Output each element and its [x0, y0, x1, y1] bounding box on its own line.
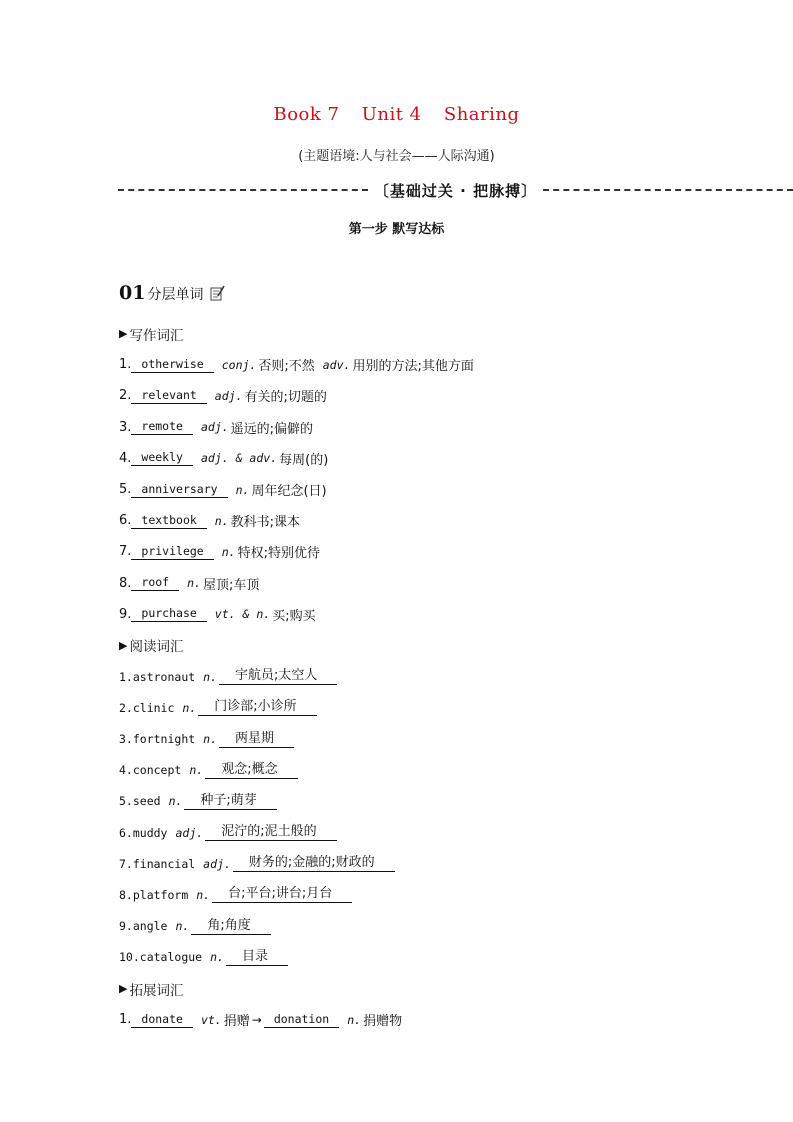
list-item — [119, 755, 779, 786]
title-book: Book 7 — [273, 104, 340, 125]
answer-blank: 宇航员;太空人 — [219, 668, 337, 685]
part-of-speech: n. — [168, 794, 183, 809]
arrow-right-icon: → — [251, 1012, 262, 1027]
list-item — [119, 349, 779, 380]
answer-blank: purchase — [131, 606, 206, 622]
list-item — [119, 1004, 779, 1035]
answer-blank: otherwise — [131, 357, 213, 373]
section-title: 分层单词 — [147, 287, 204, 303]
list-item — [119, 879, 779, 910]
part-of-speech: n. — [203, 669, 218, 684]
answer-blank: 台;平台;讲台;月台 — [212, 886, 352, 903]
item-number: 3. — [119, 732, 133, 747]
list-item — [119, 848, 779, 879]
meaning: 特权;特别优待 — [237, 546, 320, 562]
part-of-speech: n. — [210, 950, 224, 965]
vocab-word: muddy — [132, 825, 168, 840]
list-item — [119, 692, 779, 723]
list-item — [119, 380, 779, 411]
answer-blank: donation — [264, 1012, 339, 1028]
category-label: 写作词汇 — [129, 327, 184, 344]
meaning: 捐赠物 — [363, 1014, 403, 1030]
item-number: 8. — [119, 887, 133, 902]
item-number: 7. — [119, 856, 133, 871]
banner-label: 〔基础过关 · 把脉搏〕 — [373, 181, 538, 200]
triangle-bullet-icon: ▶ — [119, 638, 128, 652]
list-item — [119, 443, 779, 474]
title-unit: Unit 4 — [361, 104, 422, 125]
vocab-word: seed — [132, 794, 161, 809]
part-of-speech: adj. — [214, 388, 243, 403]
item-number: 9. — [119, 606, 132, 622]
section-number: 01 — [119, 282, 146, 304]
answer-blank: remote — [131, 419, 193, 435]
meaning: 周年纪念(日) — [251, 484, 327, 500]
part-of-speech: n. — [221, 544, 236, 559]
answer-blank: 种子;萌芽 — [184, 793, 276, 810]
item-number: 5. — [119, 794, 133, 809]
list-item — [119, 817, 779, 848]
part-of-speech: n. — [203, 732, 218, 747]
vocab-word: concept — [132, 763, 182, 778]
answer-blank: 两星期 — [219, 731, 294, 748]
answer-blank: donate — [131, 1012, 193, 1028]
page-title — [0, 104, 793, 125]
list-item — [119, 536, 779, 567]
triangle-bullet-icon: ▶ — [119, 982, 128, 996]
item-number: 5. — [119, 482, 132, 498]
category-label: 拓展词汇 — [129, 982, 184, 999]
item-number: 7. — [119, 544, 132, 560]
meaning: 有关的;切题的 — [244, 390, 327, 406]
part-of-speech: adj. — [200, 420, 229, 435]
list-item — [119, 661, 779, 692]
item-number: 9. — [119, 919, 133, 934]
category-heading-reading — [119, 630, 779, 661]
item-number: 6. — [119, 513, 132, 529]
dashed-rule-left — [118, 189, 368, 191]
part-of-speech: vt. — [200, 1012, 222, 1027]
meaning: 教科书;课本 — [230, 515, 301, 531]
list-item — [119, 412, 779, 443]
part-of-speech: n. — [182, 700, 197, 715]
answer-blank: 观念;概念 — [205, 762, 297, 779]
answer-blank: privilege — [131, 544, 213, 560]
answer-blank: roof — [131, 575, 179, 591]
item-number: 6. — [119, 825, 133, 840]
part-of-speech: n. — [214, 513, 229, 528]
title-topic: Sharing — [443, 104, 520, 125]
list-item — [119, 505, 779, 536]
step-heading: 第一步 默写达标 — [348, 222, 445, 237]
item-number: 1. — [119, 669, 133, 684]
category-label: 阅读词汇 — [129, 639, 184, 656]
answer-blank: 泥泞的;泥土般的 — [205, 824, 336, 841]
answer-blank: anniversary — [131, 482, 227, 498]
list-item — [119, 723, 779, 754]
section-heading — [119, 282, 225, 304]
category-heading-extension — [119, 973, 779, 1004]
part-of-speech: n. — [196, 887, 211, 902]
meaning: 屋顶;车顶 — [202, 577, 260, 593]
meaning: 捐赠 — [223, 1014, 250, 1030]
part-of-speech: n. — [189, 763, 204, 778]
answer-blank: textbook — [131, 513, 206, 529]
list-item — [119, 474, 779, 505]
part-of-speech: adj. — [175, 825, 204, 840]
part-of-speech: adj. & adv. — [200, 451, 278, 466]
part-of-speech: adv. — [322, 357, 351, 372]
list-item — [119, 568, 779, 599]
vocabulary-content — [119, 318, 779, 1035]
item-number: 1. — [119, 1012, 132, 1028]
item-number: 4. — [119, 763, 133, 778]
vocab-word: financial — [132, 856, 196, 871]
answer-blank: 财务的;金融的;财政的 — [233, 855, 395, 872]
vocab-word: platform — [132, 887, 189, 902]
vocab-word: astronaut — [132, 669, 196, 684]
item-number: 8. — [119, 575, 132, 591]
category-heading-writing — [119, 318, 779, 349]
part-of-speech: vt. & n. — [214, 607, 271, 622]
item-number: 2. — [119, 700, 133, 715]
meaning: 用别的方法;其他方面 — [352, 359, 474, 375]
part-of-speech: conj. — [221, 357, 257, 372]
list-item — [119, 786, 779, 817]
vocab-word: fortnight — [132, 732, 196, 747]
dashed-rule-right — [543, 189, 793, 191]
notepad-pencil-icon — [209, 285, 225, 301]
item-number: 4. — [119, 450, 132, 466]
item-number: 10. — [119, 950, 140, 965]
list-item — [119, 942, 779, 973]
vocab-word: clinic — [132, 700, 175, 715]
answer-blank: weekly — [131, 450, 193, 466]
part-of-speech: n. — [175, 919, 190, 934]
meaning: 否则;不然 — [258, 359, 315, 375]
list-item — [119, 911, 779, 942]
section-banner — [118, 178, 793, 202]
meaning: 遥远的;偏僻的 — [230, 421, 314, 437]
item-number: 3. — [119, 419, 132, 435]
list-item — [119, 599, 779, 630]
meaning: 买;购买 — [272, 608, 316, 624]
answer-blank: 目录 — [226, 949, 288, 966]
part-of-speech: n. — [187, 576, 201, 591]
meaning: 每周(的) — [279, 452, 329, 468]
part-of-speech: n. — [235, 482, 250, 497]
item-number: 1. — [119, 357, 132, 373]
answer-blank: 门诊部;小诊所 — [198, 699, 316, 716]
vocab-word: catalogue — [139, 950, 203, 965]
part-of-speech: adj. — [203, 856, 231, 871]
triangle-bullet-icon: ▶ — [119, 327, 128, 341]
answer-blank: 角;角度 — [191, 918, 270, 935]
part-of-speech: n. — [347, 1012, 362, 1027]
item-number: 2. — [119, 388, 132, 404]
answer-blank: relevant — [131, 388, 206, 404]
vocab-word: angle — [132, 919, 168, 934]
theme-context: (主题语境:人与社会——人际沟通) — [298, 149, 495, 164]
